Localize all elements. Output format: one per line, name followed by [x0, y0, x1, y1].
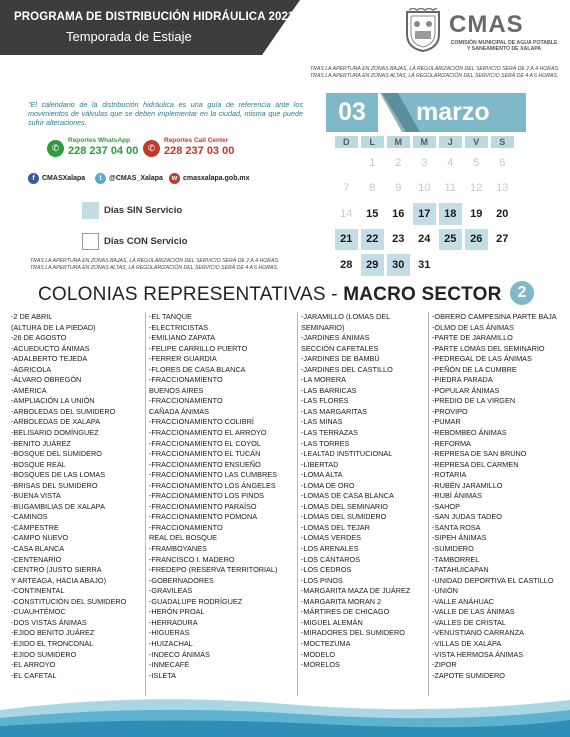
calendar-day-cell — [465, 254, 488, 276]
calendar-day-cell: 1 — [369, 156, 376, 169]
calendar-weekday: V — [465, 136, 488, 148]
colonia-item: -CASA BLANCA — [11, 544, 65, 554]
colonia-item: -BOSQUES DE LAS LOMAS — [11, 470, 106, 480]
callcenter-number[interactable]: 228 237 03 00 — [164, 145, 235, 157]
section-title — [38, 283, 534, 307]
program-title: PROGRAMA DE DISTRIBUCIÓN HIDRÁULICA 2021 — [14, 11, 295, 23]
calendar-day-cell: 24 — [418, 233, 431, 246]
calendar-day-cell: 11 — [444, 182, 456, 195]
colonia-item: -LOMAS DEL TEJAR — [301, 522, 370, 532]
colonia-item: -FLORES DE CASA BLANCA — [149, 364, 246, 374]
colonia-item: -JARDINES ÁNIMAS — [301, 333, 370, 343]
colonia-item: -ISLETA — [149, 670, 177, 680]
calendar-day-cell: 27 — [496, 233, 509, 246]
colonia-item: -AMÉRICA — [11, 385, 47, 395]
colonia-item: -EJIDO EL TRONCONAL — [11, 638, 94, 648]
colonia-item: -EL CAFETAL — [11, 670, 57, 680]
calendar-day-cell: 23 — [392, 233, 405, 246]
colonia-item: -EJIDO BENITO JUÁREZ — [11, 628, 95, 638]
colonia-item: -ÁGRICOLA — [11, 364, 52, 374]
logo-desc-line1: COMISIÓN MUNICIPAL DE AGUA POTABLE — [450, 40, 558, 46]
colonia-item: -MODELO — [301, 649, 336, 659]
colonia-item: -RUBÍ ÁNIMAS — [432, 491, 482, 501]
colonia-item: -BRISAS DEL SUMIDERO — [11, 480, 98, 490]
calendar-day-cell: 10 — [418, 182, 431, 195]
calendar-day-cell: 17 — [413, 203, 436, 225]
calendar-day-cell: 19 — [470, 207, 483, 220]
calendar-day-cell: 6 — [499, 156, 506, 169]
colonia-item: -MIGUEL ALEMÁN — [301, 617, 363, 627]
calendar-weekday: S — [491, 136, 514, 148]
calendar-week-row — [335, 152, 517, 174]
colonia-item: -FRACCIONAMIENTO EL ARROYO — [149, 428, 267, 438]
colonia-item: -RUBÉN JARAMILLO — [432, 480, 503, 490]
colonia-item: -LOMAS DEL SEMINARIO — [301, 501, 388, 511]
website-link[interactable] — [169, 173, 250, 184]
colonia-item: -2 DE ABRIL — [11, 312, 53, 321]
regularization-notice-bottom — [30, 258, 300, 272]
colonia-item: -EL TANQUE — [149, 312, 192, 321]
colonia-item: -FRACCIONAMIENTO EL TUCÁN — [149, 449, 261, 459]
calendar-day-cell: 28 — [340, 258, 353, 271]
twitter-handle: @CMAS_Xalapa — [109, 175, 163, 182]
colonia-item: -LAS MINAS — [301, 417, 343, 427]
colonia-item: -FELIPE CARRILLO PUERTO — [149, 343, 248, 353]
colonia-item: -BENITO JUÁREZ — [11, 438, 71, 448]
callcenter-label: Reportes Call Center — [164, 137, 229, 144]
calendar-day-cell: 29 — [361, 254, 384, 276]
colonia-item: -LOMAS DE CASA BLANCA — [301, 491, 394, 501]
colonia-item: -VENUSTIANO CARRANZA — [432, 628, 525, 638]
colonia-item: -LAS TORRES — [301, 438, 350, 448]
calendar-week-row — [335, 203, 517, 225]
colonia-item: -MARGARITA MORAN 2 — [301, 596, 382, 606]
calendar-day-cell: 20 — [496, 207, 509, 220]
notice-top-line1: TRAS LA APERTURA EN ZONAS BAJAS, LA REGULARIZACIÓN DEL SERVICIO SERÁ DE 2 A 4 HORAS. — [310, 66, 560, 72]
colonia-item: -FRACCIONAMIENTO — [149, 396, 223, 406]
colonias-column-3 — [297, 312, 425, 696]
colonia-item: -TATAHUICAPAN — [432, 565, 489, 575]
calendar-day-cell: 26 — [465, 229, 488, 251]
colonia-item: -VALLES DE CRISTAL — [432, 617, 506, 627]
calendar-day-cell: 21 — [335, 229, 358, 251]
colonia-item: -FRACCIONAMIENTO — [149, 375, 223, 385]
colonia-item: -REFORMA — [432, 438, 471, 448]
colonia-item: REAL DEL BOSQUE — [149, 533, 217, 543]
colonia-item: -PROVIPO — [432, 406, 468, 416]
colonia-item: -FRACCIONAMIENTO LOS ÁNGELES — [149, 480, 276, 490]
colonia-item: -PARTE LOMAS DEL SEMINARIO — [432, 343, 545, 353]
colonia-item: -ACUEDUCTO ÁNIMAS — [11, 343, 90, 353]
calendar-weekday: J — [439, 136, 462, 148]
colonias-column-1 — [8, 312, 141, 696]
colonia-item: -PREDIO DE LA VIRGEN — [432, 396, 516, 406]
colonia-item: -POPULAR ÁNIMAS — [432, 385, 500, 395]
colonia-item: -DOS VISTAS ÁNIMAS — [11, 617, 87, 627]
section-title-prefix: COLONIAS REPRESENTATIVAS - — [38, 284, 344, 306]
colonia-item: (ALTURA DE LA PIEDAD) — [11, 322, 96, 332]
legend-con-swatch — [82, 233, 99, 250]
website-url: cmasxalapa.gob.mx — [183, 175, 250, 182]
sector-number-badge: 2 — [510, 281, 534, 305]
calendar-day-cell: 22 — [361, 229, 384, 251]
colonia-item: -REPRESA DEL CARMEN — [432, 459, 519, 469]
colonia-item: -BELISARIO DOMÍNGUEZ — [11, 428, 99, 438]
colonia-item: -SIPEH ÁNIMAS — [432, 533, 487, 543]
web-icon: w — [169, 173, 180, 184]
calendar-weekday: M — [413, 136, 436, 148]
calendar-day-cell: 4 — [447, 156, 454, 169]
calendar-day-cell: 7 — [343, 182, 350, 195]
colonia-item: -BUENA VISTA — [11, 491, 61, 501]
calendar-day-cell — [439, 254, 462, 276]
colonia-item: -CUAUHTÉMOC — [11, 607, 66, 617]
colonia-item: -AMPLIACIÓN LA UNIÓN — [11, 396, 95, 406]
notice-top-line2: TRAS LA APERTURA EN ZONAS ALTAS, LA REGULARIZACIÓN DEL SERVICIO SERÁ DE 4 A 6 HORAS. — [310, 73, 559, 79]
colonia-item: -BOSQUE REAL — [11, 459, 66, 469]
colonia-item: -FREDEPO (RESERVA TERRITORIAL) — [149, 565, 278, 575]
colonia-item: -MOCTEZUMA — [301, 638, 351, 648]
colonia-item: -LEALTAD INSTITUCIONAL — [301, 449, 393, 459]
colonia-item: -REBOMBEO ÁNIMAS — [432, 428, 507, 438]
colonia-item: -MIRADORES DEL SUMIDERO — [301, 628, 405, 638]
calendar-day-cell: 31 — [418, 258, 431, 271]
colonia-item: -HIGUERAS — [149, 628, 190, 638]
banner-shape — [0, 0, 300, 55]
colonia-item: -JARAMILLO (LOMAS DEL — [301, 312, 391, 321]
calendar-grid — [335, 136, 517, 280]
colonia-item: -FRACCIONAMIENTO COLIBRÍ — [149, 417, 254, 427]
calendar-day-cell: 25 — [439, 229, 462, 251]
calendar-header — [326, 93, 526, 132]
colonia-item: SECCIÓN CAFETALES — [301, 343, 379, 353]
calendar-day-cell — [491, 254, 514, 276]
calendar-week-row — [335, 178, 517, 200]
phone-icon: ✆ — [143, 140, 160, 157]
colonia-item: -FERRER GUARDIA — [149, 354, 217, 364]
facebook-icon: f — [28, 173, 39, 184]
colonia-item: -HERÓN PROAL — [149, 607, 205, 617]
colonia-item: -ARBOLEDAS DE XALAPA — [11, 417, 101, 427]
facebook-handle: CMASXalapa — [42, 175, 86, 182]
legend-con-label: Días CON Servicio — [104, 236, 188, 247]
colonia-item: -LOS CÁNTAROS — [301, 554, 361, 564]
colonia-item: -LOS PINOS — [301, 575, 343, 585]
colonia-item: Y ARTEAGA, HACIA ABAJO) — [11, 575, 107, 585]
colonia-item: -LOMA DE ORO — [301, 480, 355, 490]
colonia-item: -SANTA ROSA — [432, 522, 481, 532]
colonia-item: -FRACCIONAMIENTO ENSUEÑO — [149, 459, 261, 469]
calendar-day-cell — [335, 152, 358, 174]
colonia-item: -PEDREGAL DE LAS ÁNIMAS — [432, 354, 532, 364]
colonia-item: -INDECO ÁNIMAS — [149, 649, 210, 659]
colonia-item: -CONSTITUCIÓN DEL SUMIDERO — [11, 596, 127, 606]
colonia-item: -VILLAS DE XALAPA — [432, 638, 502, 648]
calendar-day-cell: 14 — [340, 207, 353, 220]
whatsapp-icon: ✆ — [47, 140, 64, 157]
colonia-item: CAÑADA ÁNIMAS — [149, 406, 210, 416]
colonia-item: -ELECTRICISTAS — [149, 322, 209, 332]
calendar-week-row — [335, 229, 517, 251]
notice-small-line2: TRAS LA APERTURA EN ZONAS ALTAS, LA REGULARIZACIÓN DEL SERVICIO SERÁ DE 4 A 6 HORAS. — [30, 265, 279, 271]
colonia-item: -INMECAFÉ — [149, 660, 190, 670]
colonia-item: -HERRADURA — [149, 617, 198, 627]
calendar-day-cell: 18 — [439, 203, 462, 225]
colonia-item: -GUADALUPE RODRÍGUEZ — [149, 596, 243, 606]
colonia-item: -CENTENARIO — [11, 554, 62, 564]
colonia-item: -LAS FLORES — [301, 396, 349, 406]
colonia-item: -UNIÓN — [432, 586, 458, 596]
colonia-item: SEMINARIO) — [301, 322, 345, 332]
colonia-item: -EL ARROYO — [11, 660, 56, 670]
colonia-item: -GOBERNADORES — [149, 575, 214, 585]
calendar-day: 03 — [326, 93, 378, 132]
whatsapp-label: Reportes WhatsApp — [68, 137, 131, 144]
colonias-column-2 — [145, 312, 292, 696]
twitter-link[interactable] — [95, 173, 163, 184]
calendar-day-cell: 9 — [395, 182, 402, 195]
colonia-item: -FRACCIONAMIENTO LAS CUMBRES — [149, 470, 277, 480]
calendar-weekday: M — [387, 136, 410, 148]
colonia-item: -ZIPOR — [432, 660, 457, 670]
colonias-column-4 — [428, 312, 564, 696]
calendar-weekday: D — [335, 136, 358, 148]
colonia-item: -EMILIANO ZAPATA — [149, 333, 216, 343]
regularization-notice-top — [310, 66, 565, 80]
logo-wordmark: CMAS — [449, 11, 524, 38]
colonia-item: -LOS CEDROS — [301, 565, 352, 575]
colonia-item: -EJIDO SUMIDERO — [11, 649, 77, 659]
section-title-bold: MACRO SECTOR — [343, 284, 502, 306]
colonia-item: -BUGAMBILIAS DE XALAPA — [11, 501, 105, 511]
colonia-item: -CONTINENTAL — [11, 586, 65, 596]
colonia-item: -MARGARITA MAZA DE JUÁREZ — [301, 586, 411, 596]
colonia-item: -CAMINOS — [11, 512, 48, 522]
colonia-item: -CAMPESTRE — [11, 522, 59, 532]
colonia-item: -CAMPO NUEVO — [11, 533, 69, 543]
colonia-item: -PUMAR — [432, 417, 461, 427]
facebook-link[interactable] — [28, 173, 85, 184]
colonia-item: -FRACCIONAMIENTO — [149, 522, 223, 532]
calendar-day-cell: 8 — [369, 182, 376, 195]
colonia-item: -FRAMBOYANES — [149, 544, 207, 554]
colonia-item: -SAN JUDAS TADEO — [432, 512, 502, 522]
intro-text: "El calendario de la distribución hidráulica es una guía de referencia ante los movimientos de válvulas que se deben implementar en la ciudad, misma que puede sufrir alteraciones. — [28, 100, 303, 127]
colonia-item: -ROTARIA — [432, 470, 467, 480]
colonia-item: -JARDINES DEL CASTILLO — [301, 364, 393, 374]
header-banner — [0, 0, 300, 55]
calendar-day-cell: 5 — [473, 156, 480, 169]
calendar-weekday: L — [361, 136, 384, 148]
colonia-item: -BOSQUE DEL SUMIDERO — [11, 449, 102, 459]
legend-sin-label: Días SIN Servicio — [104, 205, 183, 216]
colonia-item: -LAS BARRICAS — [301, 385, 357, 395]
colonia-item: BUENOS AIRES — [149, 385, 204, 395]
colonia-item: -ADALBERTO TEJEDA — [11, 354, 88, 364]
whatsapp-number[interactable]: 228 237 04 00 — [68, 145, 139, 157]
colonia-item: -SAHOP — [432, 501, 460, 511]
colonia-item: -VALLE DE LAS ÁNIMAS — [432, 607, 515, 617]
colonia-item: -PEÑÓN DE LA CUMBRE — [432, 364, 517, 374]
season-subtitle: Temporada de Estiaje — [66, 29, 192, 44]
colonia-item: -ÁLVARO OBREGÓN — [11, 375, 82, 385]
calendar-month: marzo — [416, 98, 490, 126]
colonia-item: -FRACCIONAMIENTO PARAÍSO — [149, 501, 257, 511]
colonia-item: -FRANCISCO I. MADERO — [149, 554, 235, 564]
colonia-item: -LA MORERA — [301, 375, 347, 385]
colonia-item: -VISTA HERMOSA ÁNIMAS — [432, 649, 524, 659]
colonia-item: -LOS ARENALES — [301, 544, 359, 554]
colonia-item: -LOMAS DEL SUMIDERO — [301, 512, 387, 522]
colonia-item: -OBRERO CAMPESINA PARTE BAJA — [432, 312, 557, 321]
calendar-day-cell: 12 — [470, 182, 483, 195]
calendar-day-cell: 13 — [496, 182, 509, 195]
calendar-day-cell: 15 — [366, 207, 379, 220]
colonia-item: -ARBOLEDAS DEL SUMIDERO — [11, 406, 116, 416]
cmas-logo — [403, 8, 563, 56]
colonia-item: -26 DE AGOSTO — [11, 333, 67, 343]
water-wave-decoration — [0, 690, 570, 737]
colonia-item: -PIEDRA PARADA — [432, 375, 493, 385]
colonia-item: -ZAPOTE SUMIDERO — [432, 670, 505, 680]
colonia-item: -FRACCIONAMIENTO POMONA — [149, 512, 258, 522]
calendar-day-cell: 16 — [392, 207, 405, 220]
colonia-item: -LOMAS VERDES — [301, 533, 362, 543]
colonia-item: -LAS MARGARITAS — [301, 406, 367, 416]
calendar-weekday-row — [335, 136, 517, 148]
colonia-item: -LAS TERRAZAS — [301, 428, 359, 438]
colonia-item: -UNIDAD DEPORTIVA EL CASTILLO — [432, 575, 554, 585]
calendar-day-cell: 3 — [421, 156, 428, 169]
colonia-item: -HUIZACHAL — [149, 638, 193, 648]
notice-small-line1: TRAS LA APERTURA EN ZONAS BAJAS, LA REGULARIZACIÓN DEL SERVICIO SERÁ DE 2 A 4 HORAS. — [30, 258, 280, 264]
colonia-item: -MÁRTIRES DE CHICAGO — [301, 607, 390, 617]
calendar-day-cell: 2 — [395, 156, 402, 169]
logo-description — [443, 40, 565, 52]
colonia-item: -FRACCIONAMIENTO EL COYOL — [149, 438, 261, 448]
colonia-item: -SUMIDERO — [432, 544, 474, 554]
colonia-item: -PARTE DE JARAMILLO — [432, 333, 513, 343]
colonia-item: -TAMBORREL — [432, 554, 480, 564]
logo-desc-line2: Y SANEAMIENTO DE XALAPA — [466, 46, 542, 53]
calendar-day-cell: 30 — [387, 254, 410, 276]
colonia-item: -REPRESA DE SAN BRUNO — [432, 449, 527, 459]
calendar-week-row — [335, 254, 517, 276]
twitter-icon: t — [95, 173, 106, 184]
colonia-item: -JARDINES DE BAMBÚ — [301, 354, 380, 364]
colonia-item: -OLMO DE LAS ÁNIMAS — [432, 322, 514, 332]
colonia-item: -GRAVILEAS — [149, 586, 193, 596]
colonia-item: -VALLE ANÁHUAC — [432, 596, 494, 606]
colonia-item: -LOMA ALTA — [301, 470, 343, 480]
colonias-list — [8, 312, 564, 696]
legend-sin-swatch — [82, 202, 99, 219]
xalapa-seal-icon — [403, 8, 443, 52]
colonia-item: -MORELOS — [301, 660, 340, 670]
colonia-item: -FRACCIONAMIENTO LOS PINOS — [149, 491, 265, 501]
colonia-item: -LIBERTAD — [301, 459, 339, 469]
colonia-item: -CENTRO (JUSTO SIERRA — [11, 565, 102, 575]
